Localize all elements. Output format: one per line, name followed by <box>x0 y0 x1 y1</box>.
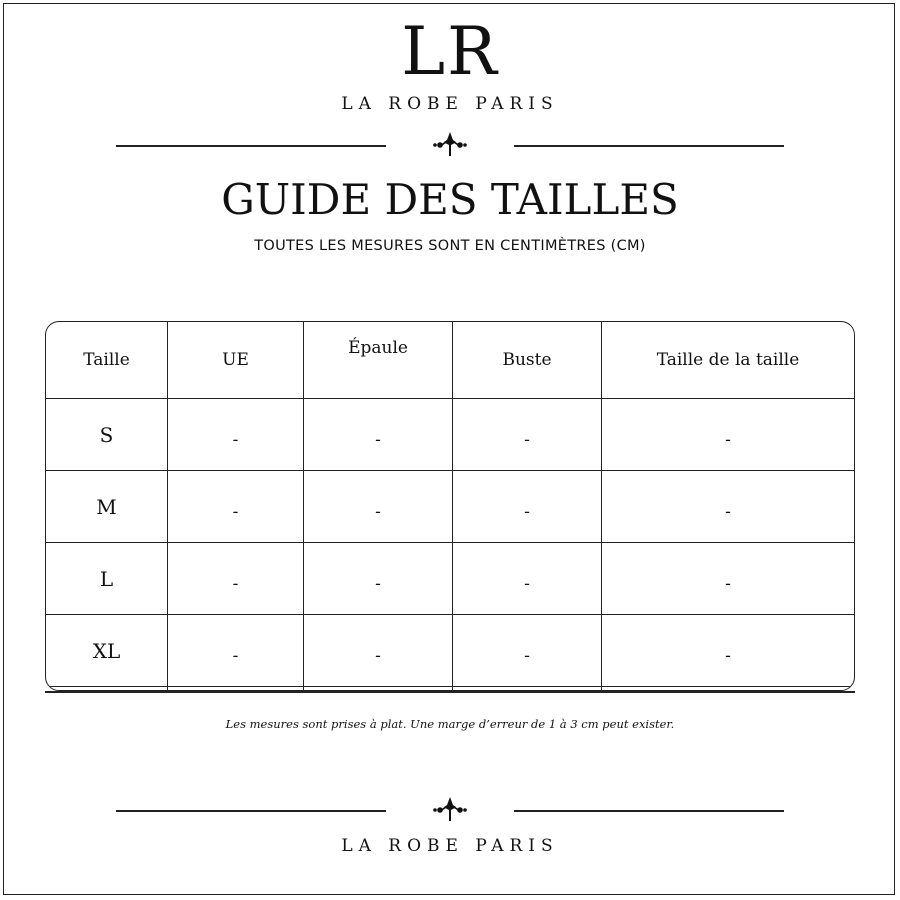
page-subtitle: TOUTES LES MESURES SONT EN CENTIMÈTRES (CM) <box>254 238 646 254</box>
divider-right-top <box>514 145 784 147</box>
table-row <box>46 399 854 471</box>
table-row <box>46 471 854 543</box>
epaule-value: - <box>304 471 453 543</box>
epaule-value: - <box>304 615 453 687</box>
table-underline <box>45 691 855 693</box>
epaule-value: - <box>304 399 453 471</box>
measurement-note: Les mesures sont prises à plat. Une marge d’erreur de 1 à 3 cm peut exister. <box>225 717 675 731</box>
page-title: GUIDE DES TAILLES <box>221 175 679 224</box>
fleur-ornament-icon <box>430 795 470 825</box>
buste-value: - <box>453 543 602 615</box>
header-taille: Taille <box>46 322 168 399</box>
header-taille-de-la-taille: Taille de la taille <box>602 322 855 399</box>
ue-value: - <box>168 543 304 615</box>
epaule-value: - <box>304 543 453 615</box>
table-row <box>46 543 854 615</box>
buste-value: - <box>453 471 602 543</box>
brand-name-header: LA ROBE PARIS <box>341 94 559 114</box>
size-label: M <box>46 471 168 543</box>
header-ue: UE <box>168 322 304 399</box>
taille-value: - <box>602 471 855 543</box>
taille-value: - <box>602 399 855 471</box>
ue-value: - <box>168 615 304 687</box>
buste-value: - <box>453 399 602 471</box>
table-header-row <box>46 322 854 399</box>
brand-logo: LR <box>401 13 499 90</box>
taille-value: - <box>602 543 855 615</box>
brand-name-footer: LA ROBE PARIS <box>341 836 559 856</box>
divider-left-bottom <box>116 810 386 812</box>
ue-value: - <box>168 471 304 543</box>
ue-value: - <box>168 399 304 471</box>
size-label: XL <box>46 615 168 687</box>
size-label: S <box>46 399 168 471</box>
buste-value: - <box>453 615 602 687</box>
divider-left-top <box>116 145 386 147</box>
size-table <box>45 321 855 691</box>
taille-value: - <box>602 615 855 687</box>
fleur-ornament-icon <box>430 130 470 160</box>
size-label: L <box>46 543 168 615</box>
header-epaule: Épaule <box>304 322 453 399</box>
table-row <box>46 615 854 687</box>
header-buste: Buste <box>453 322 602 399</box>
divider-right-bottom <box>514 810 784 812</box>
